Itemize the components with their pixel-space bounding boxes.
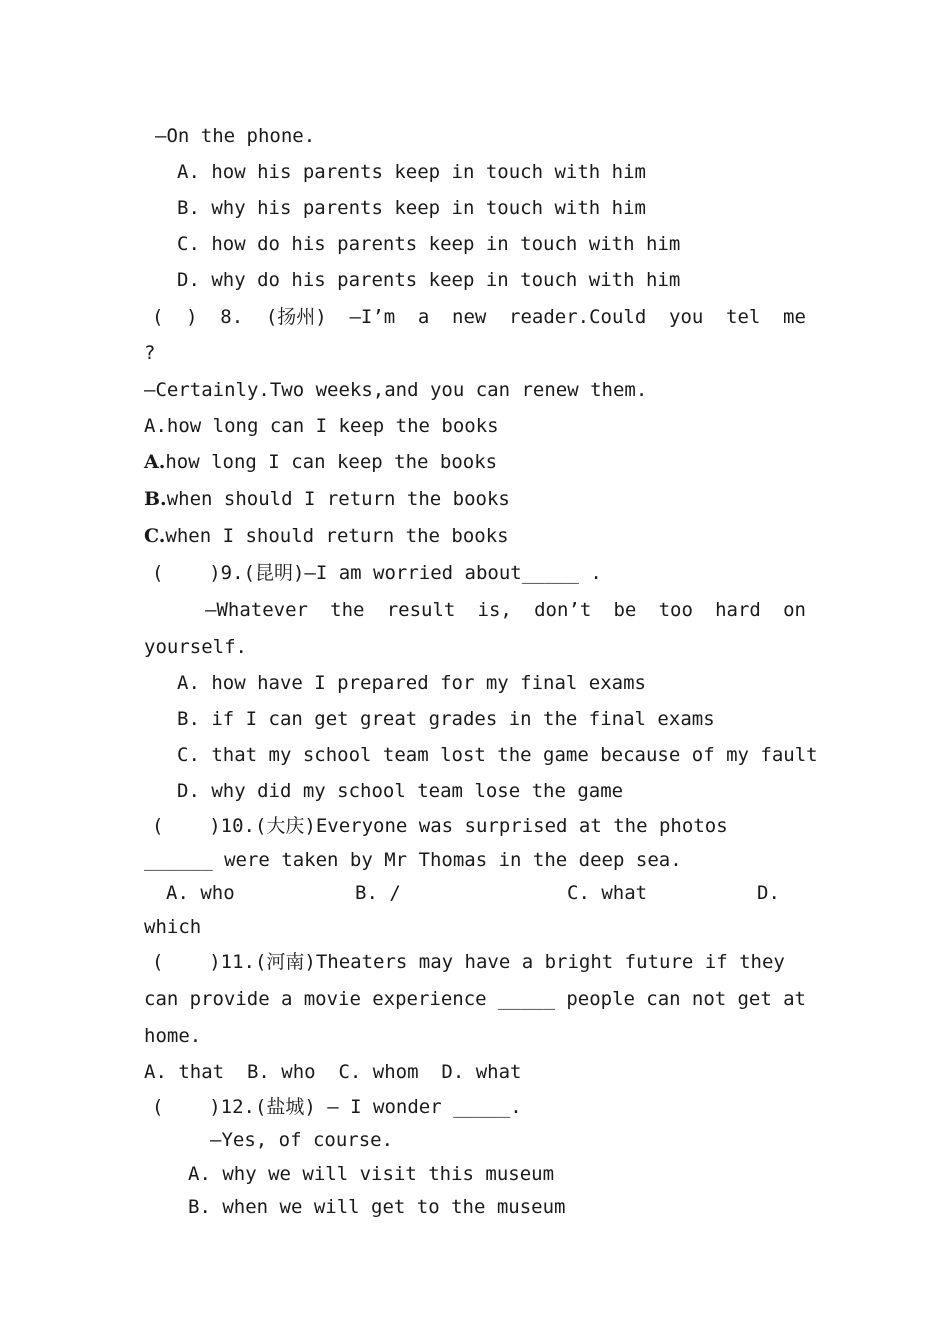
q8-word: 8. bbox=[220, 306, 244, 328]
q10-stem-line1: ( )10.(大庆)Everyone was surprised at the photos bbox=[152, 815, 728, 837]
q12-option-a: A. why we will visit this museum bbox=[188, 1163, 555, 1185]
q7-option-c: C. how do his parents keep in touch with him bbox=[177, 233, 681, 255]
q8-option-first: A.how long can I keep the books bbox=[144, 415, 499, 437]
q7-option-b: B. why his parents keep in touch with him bbox=[177, 197, 646, 219]
q8-word: (扬州) bbox=[265, 306, 327, 328]
q11-word: not bbox=[691, 988, 727, 1010]
q7-option-d: D. why do his parents keep in touch with him bbox=[177, 269, 681, 291]
q8-word: a bbox=[417, 306, 430, 328]
q9-word: on bbox=[783, 599, 806, 621]
q7-option-a: A. how his parents keep in touch with him bbox=[177, 161, 646, 183]
q10-option-d-text: which bbox=[144, 916, 202, 938]
q9-option-b: B. if I can get great grades in the final exams bbox=[177, 708, 715, 730]
q9-word: the bbox=[330, 599, 365, 621]
q11-word: get bbox=[737, 988, 772, 1010]
q9-word: too bbox=[658, 599, 693, 621]
q8-word: tel bbox=[726, 306, 761, 328]
q8-option-a bbox=[144, 453, 497, 472]
q8-option-c bbox=[144, 527, 509, 546]
q9-option-c: C. that my school team lost the game because of my fault bbox=[177, 744, 818, 766]
option-text: how long I can keep the books bbox=[165, 451, 498, 473]
q11-word: can bbox=[144, 988, 179, 1010]
q9-word: result bbox=[386, 599, 456, 621]
q9-stem: ( )9.(昆明)—I am worried about_____ . bbox=[152, 562, 602, 584]
q8-word: —I’m bbox=[349, 306, 396, 328]
q11-options: A. that B. who C. whom D. what bbox=[144, 1061, 522, 1083]
q12-stem: ( )12.(盐城) — I wonder _____. bbox=[152, 1096, 522, 1118]
q8-option-b bbox=[144, 490, 510, 509]
q8-word: new bbox=[452, 306, 487, 328]
q8-word: you bbox=[669, 306, 704, 328]
option-letter: B. bbox=[144, 488, 167, 510]
option-text: when should I return the books bbox=[166, 488, 510, 510]
q8-word: reader.Could bbox=[509, 306, 647, 328]
q11-stem-line2 bbox=[144, 990, 806, 1009]
q9-word: be bbox=[613, 599, 637, 621]
q10-option-c: C. what bbox=[567, 882, 648, 904]
q11-word: a bbox=[280, 988, 293, 1010]
q11-stem-line3: home. bbox=[144, 1025, 202, 1047]
q11-word: _____ bbox=[497, 988, 556, 1010]
q11-word: movie bbox=[303, 988, 361, 1010]
option-letter: C. bbox=[144, 525, 166, 547]
q9-word: is, bbox=[477, 599, 512, 621]
q8-word: me bbox=[783, 306, 806, 328]
q9-word: —Whatever bbox=[205, 599, 308, 621]
q9-reply-end: yourself. bbox=[144, 636, 247, 658]
q9-option-a: A. how have I prepared for my final exams bbox=[177, 672, 646, 694]
q9-reply bbox=[205, 601, 806, 620]
q9-option-d: D. why did my school team lose the game bbox=[177, 780, 624, 802]
q11-word: experience bbox=[372, 988, 487, 1010]
q12-option-b: B. when we will get to the museum bbox=[188, 1196, 566, 1218]
q11-word: provide bbox=[189, 988, 270, 1010]
q7-answer: —On the phone. bbox=[155, 125, 316, 147]
q10-stem-line2: ______ were taken by Mr Thomas in the deep sea. bbox=[144, 849, 682, 871]
q10-option-d: D. bbox=[757, 882, 780, 904]
q11-word: people bbox=[566, 988, 635, 1010]
q11-stem-line1: ( )11.(河南)Theaters may have a bright future if they bbox=[152, 951, 785, 973]
q9-word: hard bbox=[715, 599, 761, 621]
q8-word: ( bbox=[152, 306, 164, 328]
q10-option-b: B. / bbox=[355, 882, 401, 904]
q8-stem-end: ? bbox=[144, 342, 156, 364]
q12-reply: —Yes, of course. bbox=[210, 1129, 394, 1151]
q11-word: at bbox=[783, 988, 806, 1010]
option-letter: A. bbox=[144, 451, 166, 473]
option-text: when I should return the books bbox=[165, 525, 509, 547]
q8-stem bbox=[152, 308, 806, 327]
q8-answer: —Certainly.Two weeks,and you can renew them. bbox=[144, 379, 648, 401]
q9-word: don’t bbox=[534, 599, 592, 621]
q11-word: can bbox=[646, 988, 681, 1010]
q8-word: ) bbox=[186, 306, 198, 328]
q10-option-a: A. who bbox=[166, 882, 235, 904]
